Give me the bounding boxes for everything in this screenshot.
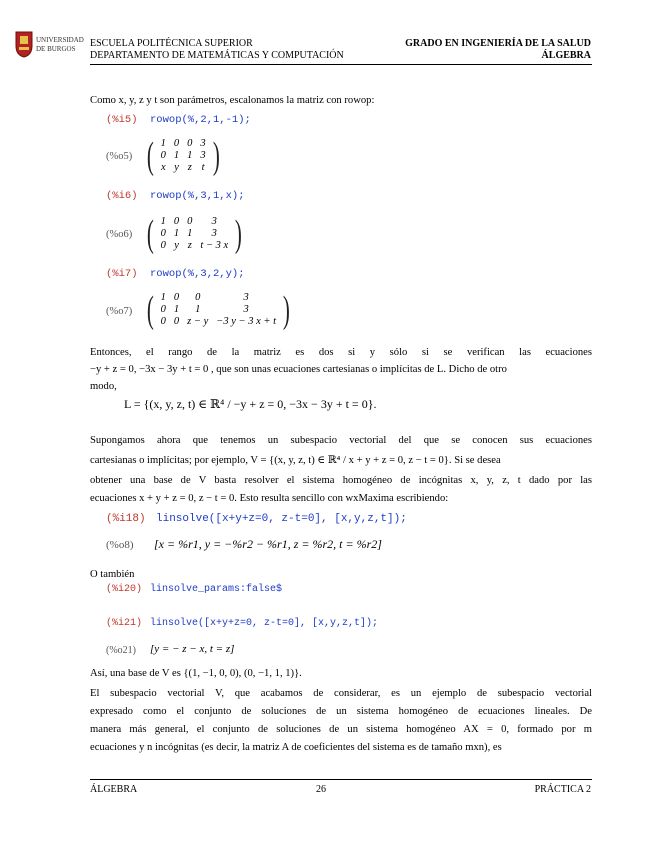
matrix-row [157,162,210,174]
matrix-o7: ( 1 0 0 3 0 1 1 3 0 0 z − y −3 y − 3 x + t ) [146,289,290,331]
degree-name: GRADO EN INGENIERÍA DE LA SALUD [405,38,591,49]
matrix-cell: 0 [173,216,180,228]
matrix-cell: 0 [187,216,193,228]
matrix-row [157,316,280,328]
footer-rule [90,779,592,780]
command-i18: linsolve([x+y+z=0, z-t=0], [x,y,z,t]); [156,513,407,525]
matrix-cell: 0 [160,304,166,316]
matrix-cell: 3 [200,138,206,150]
para2-line1: Entonces, el rango de la matriz es dos si y sólo si se verifican las ecuaciones [90,347,592,358]
page-number: 26 [316,784,326,795]
set-L-definition: L = {(x, y, z, t) ∈ ℝ⁴ / −y + z = 0, −3x − 3y + t = 0}. [124,397,377,411]
command-i21: linsolve([x+y+z=0, z-t=0], [x,y,z,t]); [150,618,379,629]
para2-line3: modo, [90,381,117,392]
matrix-o5: ( 1 0 0 3 0 1 1 3 x y z t ) [146,135,220,177]
matrix-cell: 1 [195,304,201,316]
university-name-line1: UNIVERSIDAD [36,36,84,44]
para3-line4: ecuaciones x + y + z = 0, z − t = 0. Esto resulta sencillo con wxMaxima escribiendo: [90,493,449,504]
input-label-i21: (%i21) [106,618,143,629]
input-label-i5: (%i5) [106,114,138,126]
para3-line3: obtener una base de V basta resolver el sistema homogéneo de incógnitas x, y, z, t dado por las [90,475,592,486]
department-name: DEPARTAMENTO DE MATEMÁTICAS Y COMPUTACIÓN [90,50,344,61]
command-i6: rowop(%,3,1,x); [150,190,245,202]
output-label-o6: (%o6) [106,229,133,240]
para4-line4: ecuaciones y n incógnitas (es decir, la matriz A de coeficientes del sistema es de tamaño mxn), es [90,742,502,753]
matrix-row [157,304,280,316]
matrix-row [157,150,210,162]
output-label-o8: (%o8) [106,539,134,551]
matrix-cell: x [160,162,166,174]
matrix-row [157,240,233,252]
input-label-i6: (%i6) [106,190,138,202]
command-i5: rowop(%,2,1,-1); [150,114,251,126]
matrix-cell: −3 y − 3 x + t [216,316,276,328]
matrix-cell: 0 [187,138,193,150]
para4-line3: manera más general, el conjunto de soluciones de un sistema homogéneo AX = 0, formado por m [90,724,592,735]
para3-line1: Supongamos ahora que tenemos un subespacio vectorial del que se conocen sus ecuaciones [90,435,592,446]
matrix-cell: 1 [173,150,180,162]
matrix-row [157,292,280,304]
output-label-o21: (%o21) [106,645,136,656]
input-label-i7: (%i7) [106,268,138,280]
matrix-cell: 3 [200,150,206,162]
matrix-o6: ( 1 0 0 3 0 1 1 3 0 y z t − 3 x ) [146,213,243,255]
output-label-o5: (%o5) [106,151,133,162]
university-logo [14,30,34,58]
footer-right: PRÁCTICA 2 [534,784,591,795]
matrix-cell: 0 [160,228,166,240]
matrix-cell: 1 [173,304,180,316]
also-text: O también [90,569,135,580]
matrix-cell: 0 [195,292,201,304]
matrix-cell: 0 [173,292,180,304]
school-name: ESCUELA POLITÉCNICA SUPERIOR [90,38,253,49]
matrix-row [157,228,233,240]
matrix-cell: 3 [211,228,217,240]
matrix-cell: 0 [173,316,180,328]
matrix-cell: 1 [160,138,166,150]
matrix-cell: 1 [187,150,193,162]
footer-left: ÁLGEBRA [90,784,138,795]
matrix-cell: 1 [160,216,166,228]
matrix-cell: y [174,240,179,252]
matrix-cell: z − y [187,316,209,328]
input-label-i20: (%i20) [106,584,143,595]
command-i20: linsolve_params:false$ [150,584,283,595]
matrix-cell: 3 [243,304,249,316]
matrix-cell: 0 [160,316,166,328]
subject-name: ÁLGEBRA [541,50,591,61]
matrix-cell: 3 [243,292,249,304]
matrix-cell: 1 [173,228,180,240]
matrix-row [157,138,210,150]
output-o21: [y = − z − x, t = z] [150,643,235,655]
header-rule [90,64,592,65]
intro-paragraph: Como x, y, z y t son parámetros, escalonamos la matriz con rowop: [90,95,375,106]
matrix-cell: 0 [160,150,166,162]
university-name-line2: DE BURGOS [36,45,76,53]
matrix-cell: 3 [211,216,217,228]
matrix-cell: t [201,162,205,174]
matrix-cell: 1 [160,292,166,304]
para2-line2: −y + z = 0, −3x − 3y + t = 0 , que son unas ecuaciones cartesianas o implícitas de L. Dicho de otro [90,364,507,375]
para4-line1: El subespacio vectorial V, que acabamos de considerar, es un ejemplo de subespacio vectorial [90,688,592,699]
matrix-cell: 0 [160,240,166,252]
matrix-cell: y [174,162,179,174]
matrix-row [157,216,233,228]
command-i7: rowop(%,3,2,y); [150,268,245,280]
matrix-cell: 1 [187,228,193,240]
basis-of-V: Así, una base de V es {(1, −1, 0, 0), (0, −1, 1, 1)}. [90,668,302,679]
matrix-cell: t − 3 x [200,240,229,252]
input-label-i18: (%i18) [106,513,146,525]
matrix-cell: 0 [173,138,180,150]
para3-line2: cartesianas o implícitas; por ejemplo, V = {(x, y, z, t) ∈ ℝ⁴ / x + y + z = 0, z − t = 0}. Si se desea [90,455,501,466]
output-label-o7: (%o7) [106,306,133,317]
matrix-cell: z [187,162,192,174]
para4-line2: expresado como el conjunto de soluciones de un sistema homogéneo de ecuaciones lineales. De [90,706,592,717]
output-o8: [x = %r1, y = −%r2 − %r1, z = %r2, t = %r2] [154,537,382,551]
matrix-cell: z [187,240,192,252]
university-crest-icon [14,30,34,58]
